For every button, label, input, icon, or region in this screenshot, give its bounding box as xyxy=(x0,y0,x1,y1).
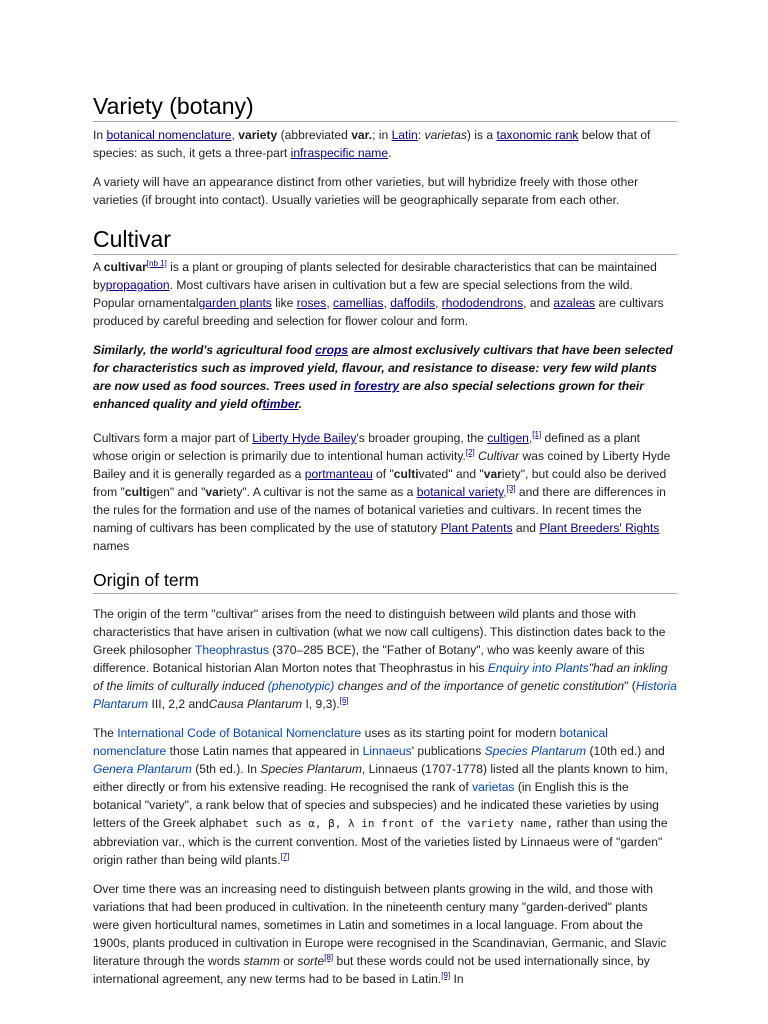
bold-text-run: variety xyxy=(238,128,278,142)
phenotypic-link[interactable]: (phenotypic) xyxy=(267,679,335,693)
footnote-9-link[interactable] xyxy=(441,971,450,980)
footnote-1-link-anchor[interactable]: [1] xyxy=(532,429,542,439)
footnote-2-link[interactable] xyxy=(466,448,475,457)
bold-text-run: var xyxy=(483,467,502,481)
origin-paragraph xyxy=(93,605,677,713)
theophrastus-link[interactable]: Theophrastus xyxy=(194,643,269,657)
text-run: of " xyxy=(372,467,394,481)
bi-text-run: are almost exclusively cultivars that have been selected for characteristics such as improved yield, flavour, and resistance to disease: very few wild plants are now used as food sources. Trees used in xyxy=(93,343,673,393)
footnote-2-link-anchor[interactable]: [2] xyxy=(465,447,475,457)
text-run: like xyxy=(271,296,297,310)
species-plantarum-link[interactable]: Species Plantarum xyxy=(484,744,587,758)
infraspecific-name-link[interactable]: infraspecific name xyxy=(290,146,389,160)
text-run: The origin of the term "cultivar" arises from the need to distinguish between wild plants and those with characteristics that have arisen in cultivation (what we now call cultigens). This distinction dates back to the Greek philosopher xyxy=(93,607,666,657)
bold-text-run: cultivar xyxy=(103,260,147,274)
text-run: , xyxy=(435,296,442,310)
text-run: " ( xyxy=(624,679,636,693)
bi-text-run: . xyxy=(298,397,303,411)
text-run: : xyxy=(417,128,425,142)
bi-text-run: Similarly, the world's agricultural food xyxy=(93,343,316,357)
italic-text-run: "had an inkling of the limits of culturally induced xyxy=(93,661,668,693)
daffodils-link[interactable]: daffodils xyxy=(390,296,436,310)
mono-text-run: bet such as α, β, λ in front of the variety name, xyxy=(228,817,554,830)
text-run: III, 2,2 and xyxy=(148,697,209,711)
text-run: In xyxy=(93,128,107,142)
footnote-6-link[interactable] xyxy=(340,696,349,705)
intro-paragraph xyxy=(93,126,677,162)
bold-text-run: var. xyxy=(351,128,373,142)
text-run: , and xyxy=(523,296,554,310)
footnote-3-link[interactable] xyxy=(507,484,516,493)
plain-text-run: , xyxy=(503,485,507,499)
cultigen-link[interactable]: cultigen xyxy=(487,431,529,445)
text-run: rather than using the abbreviation var., which is the current convention. Most of the varieties listed by Linnaeus were of "garden" origin rather than being wild plants. xyxy=(93,816,668,867)
camellias-link[interactable]: camellias xyxy=(333,296,384,310)
propagation-link[interactable]: propagation xyxy=(105,278,170,292)
latin-link[interactable]: Latin xyxy=(391,128,418,142)
bold-text-run: culti xyxy=(393,467,419,481)
text-run: (abbreviated xyxy=(277,128,352,142)
variety-description-paragraph xyxy=(93,173,677,209)
text-run: are cultivars produced by careful breeding and selection for flower colour and form. xyxy=(93,296,664,328)
text-run: is a plant or grouping of plants selected for desirable characteristics that can be maintained by xyxy=(93,260,657,292)
footnote-7-link-anchor[interactable]: [7] xyxy=(280,851,290,861)
text-run: those Latin names that appeared in xyxy=(166,744,363,758)
agricultural-crops-paragraph xyxy=(93,341,677,413)
footnote-nb1-link-anchor[interactable]: [nb 1] xyxy=(146,258,167,268)
text-run: The xyxy=(93,726,118,740)
text-run: Cultivars form a major part of xyxy=(93,431,253,445)
italic-text-run: stamm xyxy=(243,954,280,968)
crops-link[interactable]: crops xyxy=(315,343,349,357)
plain-text-run: , xyxy=(528,431,533,445)
text-run: and xyxy=(512,521,540,535)
article xyxy=(93,92,677,999)
botanical-variety-link[interactable]: botanical variety xyxy=(416,485,504,499)
text-run: . Most cultivars have arisen in cultivation but a few are special selections from the wild. Popular ornamental xyxy=(93,278,633,310)
text-run: (5th ed.). In xyxy=(191,762,261,776)
footnote-8-link[interactable] xyxy=(324,953,333,962)
cultivar-bailey-paragraph xyxy=(93,429,677,555)
text-run: A xyxy=(93,260,104,274)
text-run: (370–285 BCE), the "Father of Botany", who was keenly aware of this difference. Botanical historian Alan Morton notes that Theophrastus in his xyxy=(93,643,645,675)
footnote-3-link-anchor[interactable]: [3] xyxy=(506,483,516,493)
liberty-hyde-bailey-link[interactable]: Liberty Hyde Bailey xyxy=(252,431,357,445)
icbn-link[interactable]: International Code of Botanical Nomenclature xyxy=(117,726,362,740)
text-run: vated" and " xyxy=(418,467,484,481)
timber-link[interactable]: timber xyxy=(262,397,299,411)
footnote-7-link[interactable] xyxy=(281,852,290,861)
text-run: ' publications xyxy=(411,744,485,758)
footnote-9-link-anchor[interactable]: [9] xyxy=(441,970,451,980)
text-run: ) is a xyxy=(466,128,497,142)
genera-plantarum-link[interactable]: Genera Plantarum xyxy=(93,762,192,776)
linnaeus-link[interactable]: Linnaeus xyxy=(362,744,412,758)
rhododendrons-link[interactable]: rhododendrons xyxy=(441,296,524,310)
text-run: was coined by Liberty Hyde Bailey and it is generally regarded as a xyxy=(93,449,671,481)
italic-text-run: Species Plantarum xyxy=(260,762,362,776)
horticultural-names-paragraph xyxy=(93,880,677,988)
text-run: In xyxy=(450,972,464,986)
taxonomic-rank-link[interactable]: taxonomic rank xyxy=(496,128,579,142)
italic-text-run: sorte xyxy=(297,954,325,968)
italic-text-run: Causa Plantarum xyxy=(208,697,303,711)
text-run: , xyxy=(231,128,239,142)
forestry-link[interactable]: forestry xyxy=(354,379,400,393)
bold-text-run: var xyxy=(205,485,224,499)
plant-patents-link[interactable]: Plant Patents xyxy=(440,521,513,535)
cultivar-definition-paragraph xyxy=(93,258,677,330)
page-title: Variety (botany) xyxy=(93,92,677,122)
text-run: and there are differences in the rules for the formation and use of the names of botanical varieties and cultivars. In recent times the naming of cultivars has been complicated by the use of statutory xyxy=(93,485,666,535)
text-run: , xyxy=(383,296,391,310)
italic-text-run: Cultivar xyxy=(478,449,520,463)
footnote-8-link-anchor[interactable]: [8] xyxy=(324,952,334,962)
text-run: or xyxy=(279,954,298,968)
footnote-1-link[interactable] xyxy=(532,430,541,439)
cultivar-heading: Cultivar xyxy=(93,225,677,255)
text-run: , xyxy=(326,296,334,310)
roses-link[interactable]: roses xyxy=(296,296,327,310)
enquiry-into-plants-link[interactable]: Enquiry into Plants xyxy=(487,661,589,675)
bi-text-run: are also special selections grown for their enhanced quality and yield of xyxy=(93,379,644,411)
text-run: Over time there was an increasing need to distinguish between plants growing in the wild, and those with variations that had been produced in cultivation. In the nineteenth century many "garden-derived" plants were given horticultural names, sometimes in Latin and sometimes in a local language. From about the 1900s, plants produced in cultivation in Europe were recognised in the Scandinavian, Germanic, and Slavic literature through the words xyxy=(93,882,667,968)
text-run: iety". A cultivar is not the same as a xyxy=(223,485,417,499)
text-run: . xyxy=(388,146,392,160)
italic-text-run: changes and of the importance of genetic constitution xyxy=(334,679,625,693)
text-run: but these words could not be used internationally since, by international agreement, any new terms had to be based in Latin. xyxy=(93,954,650,986)
portmanteau-link[interactable]: portmanteau xyxy=(304,467,373,481)
text-run: (in English this is the botanical "variety", a rank below that of species and subspecies) and he indicated these varieties by using letters of the Greek alpha xyxy=(93,780,659,830)
text-run: , Linnaeus (1707-1778) listed all the plants known to him, either directly or from his extensive reading. He recognised the rank of xyxy=(93,762,668,794)
text-run: below that of species: as such, it gets a three-part xyxy=(93,128,651,160)
footnote-6-link-anchor[interactable]: [6] xyxy=(339,695,349,705)
historia-plantarum-link[interactable]: Historia Plantarum xyxy=(93,679,677,711)
origin-of-term-heading: Origin of term xyxy=(93,569,677,594)
plant-breeders-rights-link[interactable]: Plant Breeders' Rights xyxy=(539,521,660,535)
botanical-nomenclature-link[interactable]: botanical nomenclature xyxy=(106,128,232,142)
text-run: I, 9,3). xyxy=(302,697,340,711)
azaleas-link[interactable]: azaleas xyxy=(553,296,596,310)
text-run: iety", but could also be derived from " xyxy=(93,467,667,499)
footnote-nb1-link[interactable] xyxy=(147,259,167,268)
text-run: (10th ed.) and xyxy=(586,744,665,758)
text-run: ; in xyxy=(372,128,392,142)
varietas-link[interactable]: varietas xyxy=(472,780,515,794)
text-run: 's broader grouping, the xyxy=(356,431,488,445)
text-run: names xyxy=(93,539,130,553)
icbn-paragraph xyxy=(93,724,677,869)
bold-text-run: culti xyxy=(124,485,150,499)
botanical-nomenclature-link-2[interactable]: botanical nomenclature xyxy=(93,726,608,758)
garden-plants-link[interactable]: garden plants xyxy=(198,296,272,310)
text-run: A variety will have an appearance distinct from other varieties, but will hybridize freely with those other varieties (if brought into contact). Usually varieties will be geographically separate from each other. xyxy=(93,175,639,207)
text-run: defined as a plant whose origin or selection is primarily due to intentional human activity. xyxy=(93,431,641,463)
text-run: uses as its starting point for modern xyxy=(361,726,560,740)
italic-text-run: varietas xyxy=(424,128,467,142)
text-run: gen" and " xyxy=(149,485,206,499)
